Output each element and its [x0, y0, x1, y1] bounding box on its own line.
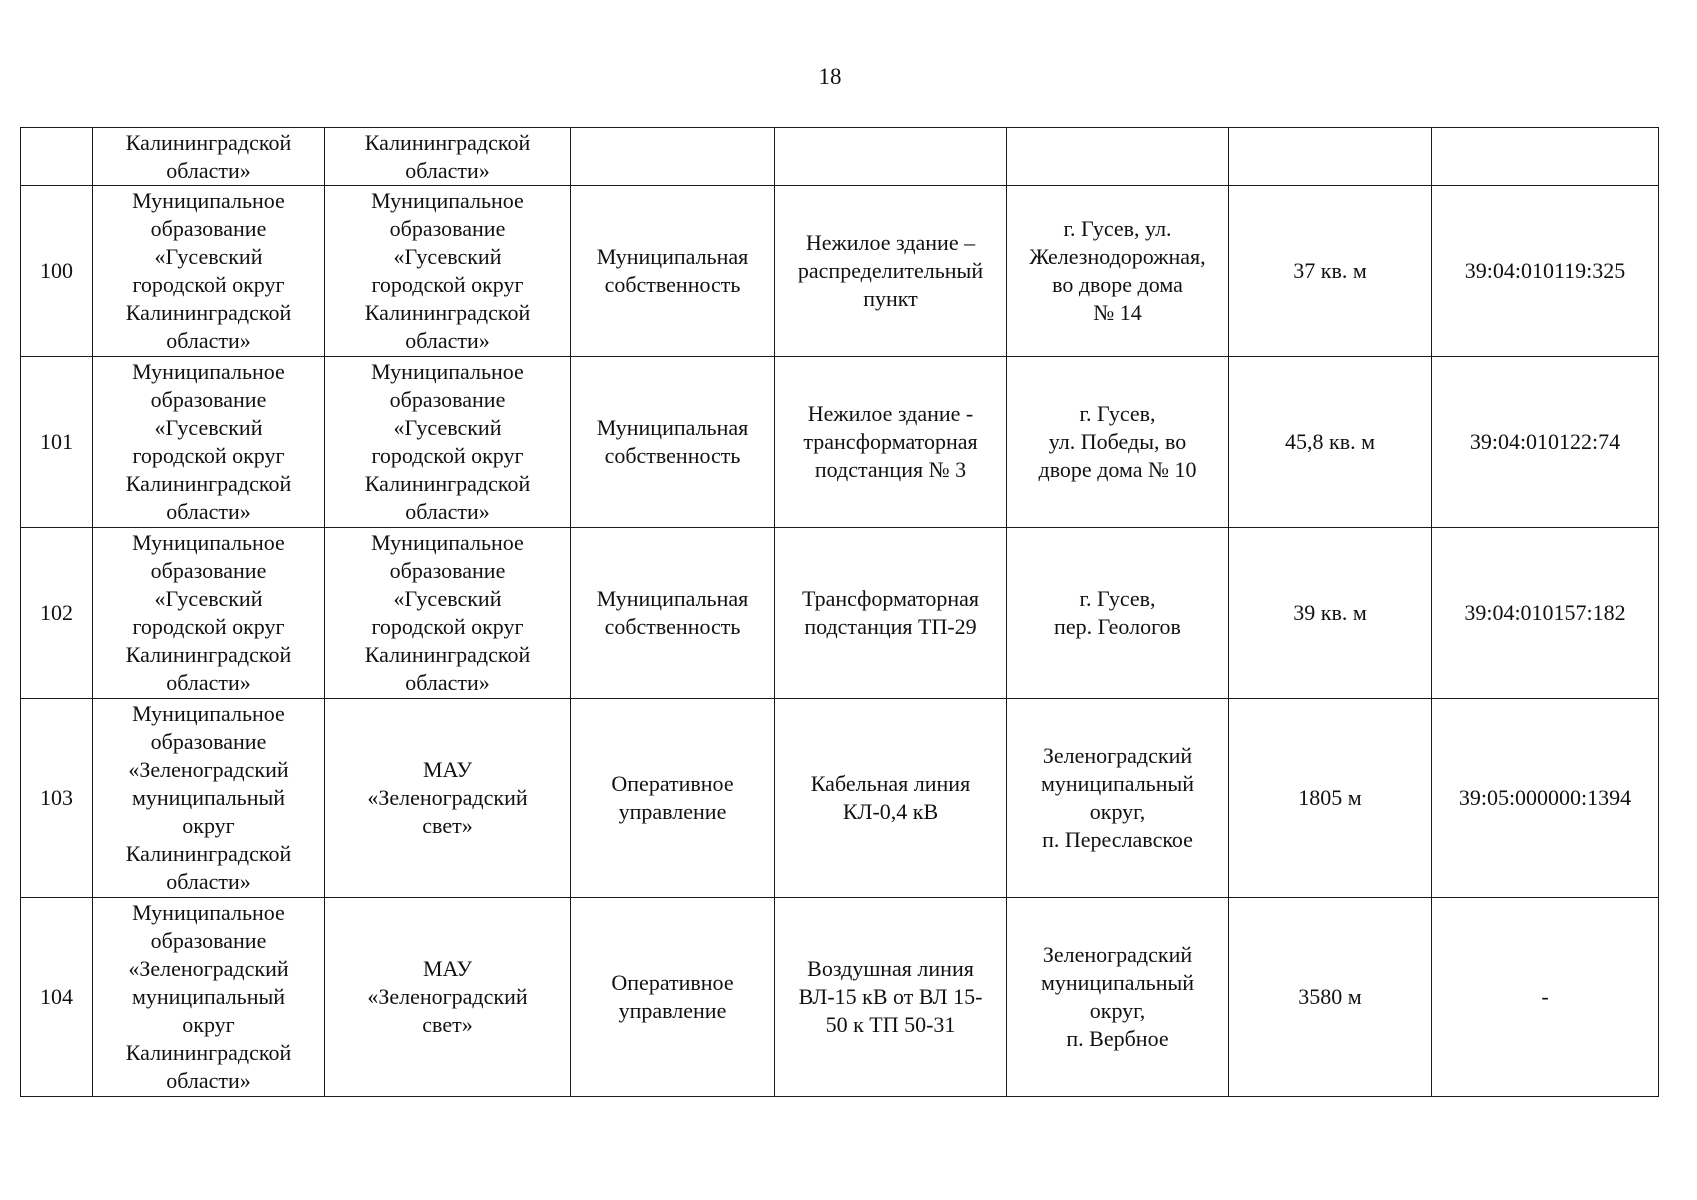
cell-right-type: Муниципальная собственность [571, 186, 775, 357]
cell-cadastral-number: - [1432, 898, 1659, 1097]
cell-holder: МАУ «Зеленоградский свет» [325, 898, 571, 1097]
table-row [21, 186, 1659, 357]
cell-owner: Калининградской области» [93, 128, 325, 186]
cell-owner: Муниципальное образование «Зеленоградский муниципальный округ Калининградской области» [93, 898, 325, 1097]
cell-right-type [571, 128, 775, 186]
cell-cadastral-number [1432, 128, 1659, 186]
cell-holder: Муниципальное образование «Гусевский городской округ Калининградской области» [325, 528, 571, 699]
cell-holder: Калининградской области» [325, 128, 571, 186]
cell-cadastral-number: 39:04:010119:325 [1432, 186, 1659, 357]
cell-cadastral-number: 39:05:000000:1394 [1432, 699, 1659, 898]
cell-holder: Муниципальное образование «Гусевский городской округ Калининградской области» [325, 357, 571, 528]
cell-object-name: Кабельная линия КЛ-0,4 кВ [775, 699, 1007, 898]
table-row [21, 357, 1659, 528]
cell-owner: Муниципальное образование «Гусевский городской округ Калининградской области» [93, 357, 325, 528]
cell-address [1007, 128, 1229, 186]
cell-right-type: Муниципальная собственность [571, 357, 775, 528]
cell-owner: Муниципальное образование «Зеленоградский муниципальный округ Калининградской области» [93, 699, 325, 898]
cell-number: 102 [21, 528, 93, 699]
cell-right-type: Муниципальная собственность [571, 528, 775, 699]
cell-area: 39 кв. м [1229, 528, 1432, 699]
cell-object-name: Воздушная линия ВЛ-15 кВ от ВЛ 15- 50 к ТП 50-31 [775, 898, 1007, 1097]
cell-cadastral-number: 39:04:010122:74 [1432, 357, 1659, 528]
cell-number [21, 128, 93, 186]
cell-owner: Муниципальное образование «Гусевский городской округ Калининградской области» [93, 186, 325, 357]
cell-area [1229, 128, 1432, 186]
cell-holder: Муниципальное образование «Гусевский городской округ Калининградской области» [325, 186, 571, 357]
cell-object-name [775, 128, 1007, 186]
cell-owner: Муниципальное образование «Гусевский городской округ Калининградской области» [93, 528, 325, 699]
cell-object-name: Трансформаторная подстанция ТП-29 [775, 528, 1007, 699]
table-row [21, 898, 1659, 1097]
property-registry-table [20, 127, 1659, 1097]
cell-address: Зеленоградский муниципальный округ, п. Переславское [1007, 699, 1229, 898]
cell-area: 1805 м [1229, 699, 1432, 898]
table-row [21, 699, 1659, 898]
cell-address: г. Гусев, ул. Железнодорожная, во дворе дома № 14 [1007, 186, 1229, 357]
cell-address: г. Гусев, пер. Геологов [1007, 528, 1229, 699]
cell-address: Зеленоградский муниципальный округ, п. Вербное [1007, 898, 1229, 1097]
cell-number: 103 [21, 699, 93, 898]
cell-object-name: Нежилое здание – распределительный пункт [775, 186, 1007, 357]
cell-number: 104 [21, 898, 93, 1097]
cell-area: 45,8 кв. м [1229, 357, 1432, 528]
cell-address: г. Гусев, ул. Победы, во дворе дома № 10 [1007, 357, 1229, 528]
cell-cadastral-number: 39:04:010157:182 [1432, 528, 1659, 699]
cell-holder: МАУ «Зеленоградский свет» [325, 699, 571, 898]
table-row-continuation [21, 128, 1659, 186]
cell-area: 37 кв. м [1229, 186, 1432, 357]
page-number: 18 [818, 64, 842, 89]
cell-number: 100 [21, 186, 93, 357]
cell-area: 3580 м [1229, 898, 1432, 1097]
cell-object-name: Нежилое здание - трансформаторная подстанция № 3 [775, 357, 1007, 528]
cell-number: 101 [21, 357, 93, 528]
cell-right-type: Оперативное управление [571, 898, 775, 1097]
cell-right-type: Оперативное управление [571, 699, 775, 898]
table-row [21, 528, 1659, 699]
